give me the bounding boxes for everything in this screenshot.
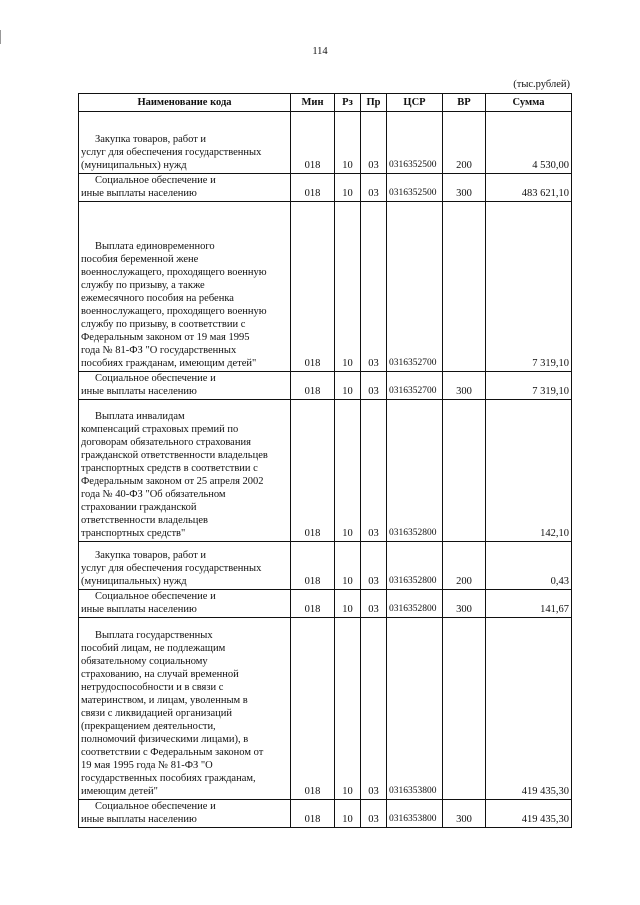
budget-table — [78, 93, 572, 828]
row-name-line: (муниципальных) нужд — [81, 160, 187, 171]
row-name-cell — [79, 800, 291, 828]
row-name-cell — [79, 202, 291, 372]
row-csr-cell: 0316352500 — [387, 174, 443, 202]
row-rz-cell: 10 — [335, 618, 361, 800]
row-name-line: Социальное обеспечение и — [95, 373, 216, 384]
header-name: Наименование кода — [79, 94, 291, 112]
row-name-line: Социальное обеспечение и — [95, 175, 216, 186]
table-row — [79, 800, 572, 828]
row-pr-cell: 03 — [361, 590, 387, 618]
row-name-line: обязательному социальному — [81, 656, 208, 667]
row-name-line: 19 мая 1995 года № 81-ФЗ "О — [81, 760, 213, 771]
table-header-row — [79, 94, 572, 112]
row-name-line: материнством, и лицам, уволенным в — [81, 695, 248, 706]
row-vr-cell: 300 — [443, 800, 486, 828]
row-name-line: пособиях гражданам, имеющим детей" — [81, 358, 257, 369]
row-sum-cell: 141,67 — [486, 590, 572, 618]
row-pr-cell: 03 — [361, 372, 387, 400]
row-vr-cell: 200 — [443, 542, 486, 590]
row-name-line: Социальное обеспечение и — [95, 591, 216, 602]
row-name-line: услуг для обеспечения государственных — [81, 147, 262, 158]
row-vr-cell — [443, 400, 486, 542]
row-name-line: транспортных средств" — [81, 528, 186, 539]
row-name-line: страхованию, на случай временной — [81, 669, 239, 680]
row-name-line: службу по призыву, а также — [81, 280, 205, 291]
row-csr-cell: 0316353800 — [387, 618, 443, 800]
row-sum-cell: 419 435,30 — [486, 800, 572, 828]
table-row — [79, 112, 572, 174]
row-name-line: службу по призыву, в соответствии с — [81, 319, 246, 330]
row-name-line: Федеральным законом от 25 апреля 2002 — [81, 476, 264, 487]
row-name-line: (прекращением деятельности, — [81, 721, 216, 732]
table-row — [79, 174, 572, 202]
row-name-line: Выплата государственных — [95, 630, 213, 641]
table-row — [79, 202, 572, 372]
row-name-line: иные выплаты населению — [81, 188, 197, 199]
row-name-cell — [79, 372, 291, 400]
row-csr-cell: 0316352700 — [387, 202, 443, 372]
row-name-line: года № 81-ФЗ "О государственных — [81, 345, 237, 356]
row-rz-cell: 10 — [335, 800, 361, 828]
row-rz-cell: 10 — [335, 372, 361, 400]
row-rz-cell: 10 — [335, 202, 361, 372]
row-pr-cell: 03 — [361, 202, 387, 372]
row-min-cell: 018 — [291, 400, 335, 542]
row-vr-cell: 300 — [443, 174, 486, 202]
row-csr-cell: 0316352700 — [387, 372, 443, 400]
row-name-line: (муниципальных) нужд — [81, 576, 187, 587]
row-pr-cell: 03 — [361, 800, 387, 828]
row-vr-cell — [443, 202, 486, 372]
row-name-line: Выплата единовременного — [95, 241, 215, 252]
row-name-line: ответственности владельцев — [81, 515, 209, 526]
row-name-cell — [79, 542, 291, 590]
row-rz-cell: 10 — [335, 400, 361, 542]
row-csr-cell: 0316353800 — [387, 800, 443, 828]
row-name-line: имеющим детей" — [81, 786, 158, 797]
row-name-cell — [79, 174, 291, 202]
row-rz-cell: 10 — [335, 174, 361, 202]
row-name-line: соответствии с Федеральным законом от — [81, 747, 264, 758]
row-min-cell: 018 — [291, 174, 335, 202]
row-name-line: Закупка товаров, работ и — [95, 550, 207, 561]
row-name-line: гражданской ответственности владельцев — [81, 450, 268, 461]
table-body — [79, 112, 572, 828]
row-min-cell: 018 — [291, 800, 335, 828]
row-name-line: государственных пособиях гражданам, — [81, 773, 256, 784]
row-vr-cell: 300 — [443, 372, 486, 400]
row-name-line: страховании гражданской — [81, 502, 197, 513]
header-vr: ВР — [443, 94, 486, 112]
row-name-line: Социальное обеспечение и — [95, 801, 216, 812]
header-csr: ЦСР — [387, 94, 443, 112]
row-name-line: пособий лицам, не подлежащим — [81, 643, 226, 654]
row-vr-cell: 200 — [443, 112, 486, 174]
row-min-cell: 018 — [291, 618, 335, 800]
row-sum-cell: 7 319,10 — [486, 372, 572, 400]
row-csr-cell: 0316352800 — [387, 542, 443, 590]
row-name-cell — [79, 400, 291, 542]
table-row — [79, 590, 572, 618]
row-min-cell: 018 — [291, 542, 335, 590]
row-pr-cell: 03 — [361, 542, 387, 590]
row-sum-cell: 142,10 — [486, 400, 572, 542]
row-name-line: транспортных средств в соответствии с — [81, 463, 258, 474]
row-pr-cell: 03 — [361, 618, 387, 800]
row-sum-cell: 483 621,10 — [486, 174, 572, 202]
row-sum-cell: 7 319,10 — [486, 202, 572, 372]
row-csr-cell: 0316352500 — [387, 112, 443, 174]
row-csr-cell: 0316352800 — [387, 590, 443, 618]
row-name-cell — [79, 112, 291, 174]
units-label: (тыс.рублей) — [513, 79, 570, 90]
row-sum-cell: 419 435,30 — [486, 618, 572, 800]
table-row — [79, 372, 572, 400]
header-pr: Пр — [361, 94, 387, 112]
row-sum-cell: 4 530,00 — [486, 112, 572, 174]
row-rz-cell: 10 — [335, 112, 361, 174]
row-vr-cell: 300 — [443, 590, 486, 618]
row-name-line: ежемесячного пособия на ребенка — [81, 293, 234, 304]
row-vr-cell — [443, 618, 486, 800]
table-row — [79, 400, 572, 542]
row-name-cell — [79, 618, 291, 800]
row-min-cell: 018 — [291, 590, 335, 618]
row-name-line: полномочий физическими лицами), в — [81, 734, 249, 745]
row-min-cell: 018 — [291, 112, 335, 174]
row-name-line: иные выплаты населению — [81, 814, 197, 825]
table-row — [79, 618, 572, 800]
row-rz-cell: 10 — [335, 542, 361, 590]
row-name-line: договорам обязательного страхования — [81, 437, 251, 448]
row-name-line: Выплата инвалидам — [95, 411, 185, 422]
row-name-cell — [79, 590, 291, 618]
page-number: 114 — [312, 46, 328, 57]
row-pr-cell: 03 — [361, 400, 387, 542]
row-name-line: иные выплаты населению — [81, 386, 197, 397]
row-name-line: Федеральным законом от 19 мая 1995 — [81, 332, 250, 343]
scan-edge-mark — [0, 30, 4, 44]
row-name-line: Закупка товаров, работ и — [95, 134, 207, 145]
row-name-line: военнослужащего, проходящего военную — [81, 267, 267, 278]
row-name-line: иные выплаты населению — [81, 604, 197, 615]
row-pr-cell: 03 — [361, 174, 387, 202]
row-min-cell: 018 — [291, 372, 335, 400]
header-sum: Сумма — [486, 94, 572, 112]
table-row — [79, 542, 572, 590]
header-rz: Рз — [335, 94, 361, 112]
row-name-line: связи с ликвидацией организаций — [81, 708, 233, 719]
row-name-line: компенсаций страховых премий по — [81, 424, 239, 435]
row-name-line: услуг для обеспечения государственных — [81, 563, 262, 574]
row-sum-cell: 0,43 — [486, 542, 572, 590]
header-min: Мин — [291, 94, 335, 112]
row-min-cell: 018 — [291, 202, 335, 372]
row-csr-cell: 0316352800 — [387, 400, 443, 542]
row-rz-cell: 10 — [335, 590, 361, 618]
row-pr-cell: 03 — [361, 112, 387, 174]
row-name-line: военнослужащего, проходящего военную — [81, 306, 267, 317]
row-name-line: пособия беременной жене — [81, 254, 199, 265]
row-name-line: нетрудоспособности и в связи с — [81, 682, 224, 693]
row-name-line: года № 40-ФЗ "Об обязательном — [81, 489, 226, 500]
